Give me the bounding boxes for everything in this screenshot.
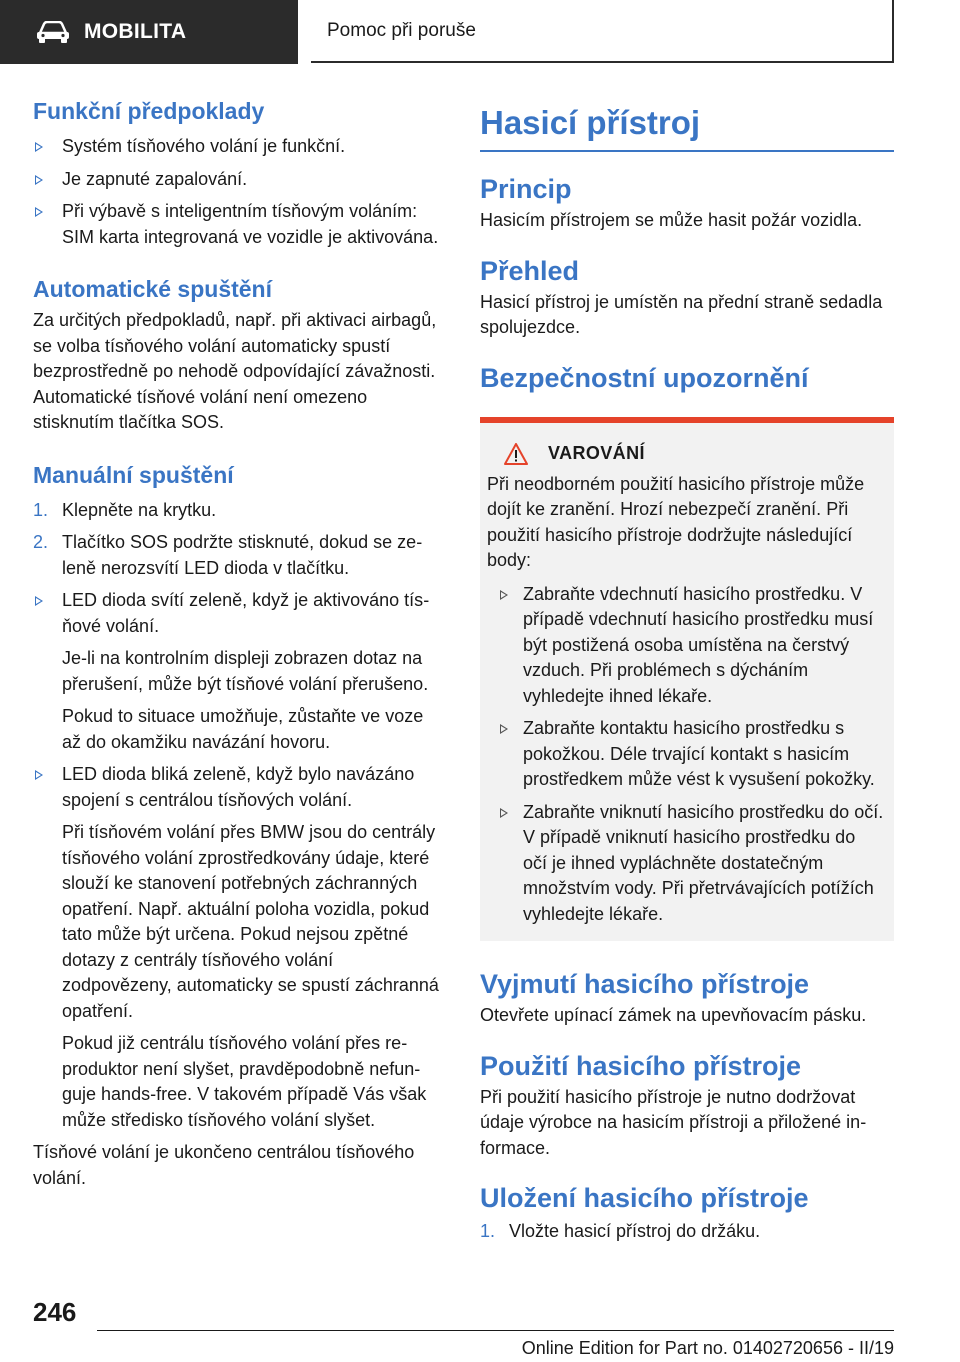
warning-triangle-icon xyxy=(504,443,528,465)
page-title: Hasicí přístroj xyxy=(480,102,894,152)
warning-item xyxy=(487,716,884,793)
step-text: Tlačítko SOS podržte stisknuté, dokud se zeleně nerozsvítí LED dioda v tlačítku. xyxy=(62,532,423,578)
auto-start-heading: Automatické spuštění xyxy=(33,276,272,302)
triangle-bullet-icon xyxy=(35,770,43,780)
auto-start-text: Za určitých předpokladů, např. při aktivaci airbagů, se volba tísňového volání automaticky spustí bezprostředně po nehodě odpovídající závažnosti. Automatické tísňové volání není omezeno stisknutím tlačítka SOS. xyxy=(33,310,437,432)
footer-divider xyxy=(97,1330,894,1331)
sub-paragraph: Při tísňovém volání přes BMW jsou do centrály tísňového volání zprostředkovány údaje, které slouží ke stanovení potřebných záchranných opatření. Např. aktuální poloha vozidla, pokud tato může být určena. Pokud nejsou zpětné dotazy z centrály tísňového volání zodpovězeny, automaticky se spustí záchranná opatření. xyxy=(62,822,439,1021)
warning-item xyxy=(487,582,884,710)
step-number: 1. xyxy=(33,499,49,520)
list-item xyxy=(33,588,445,639)
removal-text: Otevřete upínací zámek na upevňovacím pásku. xyxy=(480,1005,867,1025)
step-text: Klepněte na krytku. xyxy=(62,499,217,520)
step-item xyxy=(33,498,445,524)
step-item xyxy=(480,1219,894,1245)
warning-box xyxy=(480,417,894,942)
right-column xyxy=(480,102,894,1245)
edition-text: Online Edition for Part no. 01402720656 - II/19 xyxy=(521,1338,894,1358)
warning-text: Při neodborném použití hasicího přístroje může dojít ke zranění. Hrozí nebezpečí zranění. Při použití hasicího přístroje dodržujte následující body: xyxy=(487,473,865,570)
car-icon xyxy=(36,21,70,43)
sub-paragraph: Pokud již centrálu tísňového volání přes reproduktor není slyšet, pravděpodobně nefunguje hands-free. V takovém případě Vás však může středisko tísňového volání slyšet. xyxy=(62,1033,427,1130)
list-item xyxy=(33,762,445,813)
triangle-bullet-icon xyxy=(35,207,43,217)
warning-label: VAROVÁNÍ xyxy=(548,443,645,463)
triangle-bullet-icon xyxy=(500,808,508,818)
triangle-bullet-icon xyxy=(35,142,43,152)
step-item xyxy=(33,530,445,581)
triangle-bullet-icon xyxy=(35,596,43,606)
principle-text: Hasicím přístrojem se může hasit požár vozidla. xyxy=(480,210,863,230)
warning-item-text: Zabraňte kontaktu hasicího prostředku s pokožkou. Déle trvající kontakt s hasicím prostředkem může vést k vysušení pokožky. xyxy=(523,718,875,789)
usage-heading: Použití hasicího přístroje xyxy=(480,1050,802,1081)
manual-start-heading: Manuální spuštění xyxy=(33,461,234,488)
section-label: MOBILITA xyxy=(84,20,187,43)
step-number: 2. xyxy=(33,532,49,552)
list-item xyxy=(33,199,445,250)
overview-heading: Přehled xyxy=(480,255,580,286)
end-text: Tísňové volání je ukončeno centrálou tísňového volání. xyxy=(33,1142,415,1188)
list-item-text: Systém tísňového volání je funkční. xyxy=(62,136,346,156)
removal-heading: Vyjmutí hasicího přístroje xyxy=(480,969,810,999)
storage-heading: Uložení hasicího přístroje xyxy=(480,1183,809,1213)
overview-text: Hasicí přístroj je umístěn na přední straně sedadla spolujezdce. xyxy=(480,291,883,337)
step-text: Vložte hasicí přístroj do držáku. xyxy=(509,1221,761,1241)
list-item-text: LED dioda bliká zeleně, když bylo navázáno spojení s centrálou tísňových volání. xyxy=(62,764,415,810)
section-tab xyxy=(0,0,298,64)
breadcrumb xyxy=(311,0,894,63)
list-item-text: LED dioda svítí zeleně, když je aktivováno tísňové volání. xyxy=(62,590,430,636)
list-item xyxy=(33,134,445,160)
usage-text: Při použití hasicího přístroje je nutno dodržovat údaje výrobce na hasicím přístroji a přiložené informace. xyxy=(480,1086,867,1158)
list-item-text: Je zapnuté zapalování. xyxy=(62,168,248,189)
warning-item-text: Zabraňte vniknutí hasicího prostředku do očí. V případě vniknutí hasicího prostředku do očí je ihned vypláchněte dostatečným množstvím vody. Při přetrvávajících potížích vyhledejte lékaře. xyxy=(523,801,884,924)
principle-heading: Princip xyxy=(480,174,572,204)
triangle-bullet-icon xyxy=(35,175,43,185)
list-item-text: Při výbavě s inteligentním tísňovým voláním: SIM karta integrovaná ve vozidle je aktivována. xyxy=(62,201,439,247)
breadcrumb-label: Pomoc při poruše xyxy=(327,19,476,41)
list-item xyxy=(33,167,445,193)
triangle-bullet-icon xyxy=(500,590,508,600)
triangle-bullet-icon xyxy=(500,724,508,734)
warning-item xyxy=(487,800,884,928)
step-number: 1. xyxy=(480,1221,496,1241)
warning-item-text: Zabraňte vdechnutí hasicího prostředku. V případě vdechnutí hasicího prostředku musí být postižená osoba umístěna na čerstvý vzduch. Při problémech s dýcháním vyhledejte ihned lékaře. xyxy=(523,583,874,706)
safety-heading: Bezpečnostní upozornění xyxy=(480,362,809,393)
prereq-heading: Funkční předpoklady xyxy=(33,98,265,124)
sub-paragraph: Je-li na kontrolním displeji zobrazen dotaz na přerušení, může být tísňové volání přerušeno. xyxy=(62,648,429,694)
left-column xyxy=(33,96,445,1191)
sub-paragraph: Pokud to situace umožňuje, zůstaňte ve voze až do okamžiku navázání hovoru. xyxy=(62,706,424,752)
page-number: 246 xyxy=(33,1297,77,1327)
